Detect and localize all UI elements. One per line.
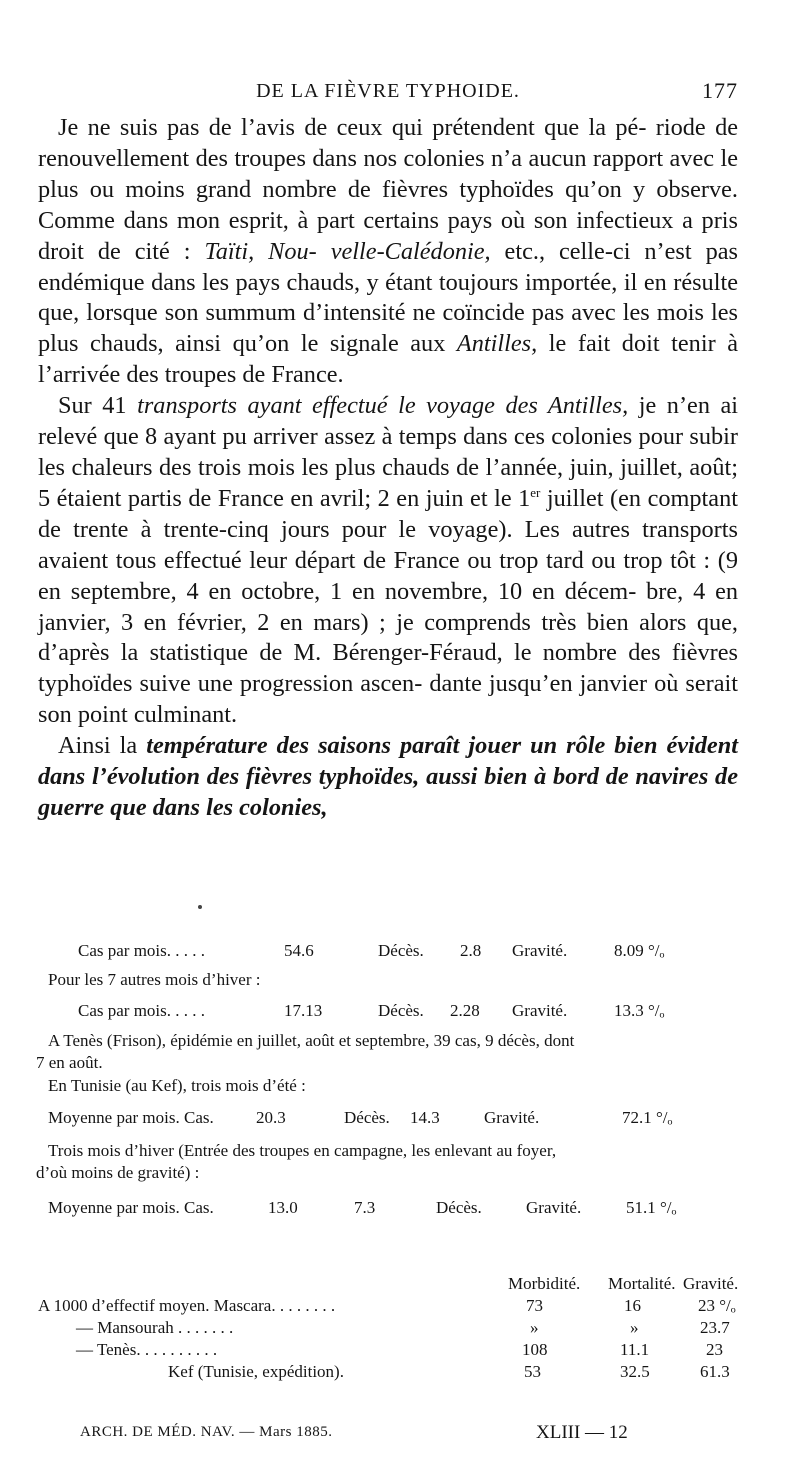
running-header — [38, 80, 738, 110]
body-text — [38, 113, 738, 824]
stray-dot — [198, 905, 202, 909]
stat-winter-line: Trois mois d’hiver (Entrée des troupes en campagne, les enlevant au foyer, — [48, 1141, 557, 1160]
paragraph-2: Sur 41 transports ayant effectué le voyage des Antilles, je n’en ai relevé que 8 ayant pu arriver assez à temps dans ces colonies pour subir les chaleurs des trois mois les plus chauds de l’année, juin, juillet, août; 5 étaient partis de France en avril; 2 en juin et le 1er juillet (en comptant de trente à trente-cinq jours pour le voyage). Les autres transports avaient tous effectué leur départ de France ou trop tard ou trop tôt : (9 en septembre, 4 en octobre, 1 en novembre, 10 en décem- bre, 4 en janvier, 3 en février, 2 en mars) ; je comprends très bien alors que, d’après la statistique de M. Bérenger-Féraud, le nombre des fièvres typhoïdes suive une progression ascen- dante jusqu’en janvier où serait son point culminant. — [38, 392, 739, 729]
footer-signature: XLIII — 12 — [536, 1422, 628, 1443]
morbidity-table: Morbidité. Mortalité. Gravité. A 1000 d’effectif moyen. Mascara. . . . . . . . 73 16 23 °/ₒ — Mansourah . . . . . . . » » 23.7 — Tenès. . . . . . . . . . 108 11.1 23 Kef (Tunisie, expédition). 53 32.5 61.3 — [38, 1274, 739, 1381]
stat-tenes-line: A Tenès (Frison), épidémie en juillet, août et septembre, 39 cas, 9 décès, dont — [48, 1031, 575, 1050]
col-header-gravite: Gravité. — [683, 1274, 739, 1293]
stat-tenes-line-2: 7 en août. — [36, 1053, 103, 1072]
paragraph-1: Je ne suis pas de l’avis de ceux qui prétendent que la pé- riode de renouvellement des troupes dans nos colonies n’a aucun rapport avec le plus ou moins grand nombre de fièvres typhoïdes qu’on y observe. Comme dans mon esprit, à part certains pays où son infectieux a pris droit de cité : Taïti, Nou- velle-Calédonie, etc., celle-ci n’est pas endémique dans les pays chauds, y étant toujours importée, il en résulte que, lorsque son summum d’intensité ne coïncide pas avec les mois les plus chauds, ainsi qu’on le signale aux Antilles, le fait doit tenir à l’arrivée des troupes de France. — [38, 114, 739, 389]
stat-row-1: Cas par mois. . . . . 54.6 Décès. 2.8 Gravité. 8.09 °/ₒ — [78, 941, 665, 960]
table-row-label: — Mansourah . . . . . . . — [76, 1318, 234, 1337]
stat-tunisie-line: En Tunisie (au Kef), trois mois d’été : — [48, 1076, 306, 1095]
table-row-label: — Tenès. . . . . . . . . . — [76, 1340, 218, 1359]
footer-journal: ARCH. DE MÉD. NAV. — Mars 1885. — [80, 1424, 333, 1440]
table-row-label: Kef (Tunisie, expédition). — [168, 1362, 344, 1381]
stat-row-3: Moyenne par mois. Cas. 20.3 Décès. 14.3 Gravité. 72.1 °/ₒ — [48, 1108, 673, 1127]
paragraph-3: Ainsi la température des saisons paraît jouer un rôle bien évident dans l’évolution des fièvres typhoïdes, aussi bien à bord de navires de guerre que dans les colonies, — [38, 732, 738, 821]
col-header-morbidite: Morbidité. — [508, 1274, 581, 1293]
header-title: DE LA FIÈVRE TYPHOIDE. — [256, 80, 520, 102]
page-footer — [38, 1420, 738, 1446]
stat-winter-line-2: d’où moins de gravité) : — [36, 1163, 200, 1182]
page-number: 177 — [702, 78, 738, 103]
stat-row-2: Cas par mois. . . . . 17.13 Décès. 2.28 Gravité. 13.3 °/ₒ — [78, 1001, 665, 1020]
stat-row-4: Moyenne par mois. Cas. 13.0 7.3 Décès. Gravité. 51.1 °/ₒ — [48, 1198, 677, 1217]
col-header-mortalite: Mortalité. — [608, 1274, 676, 1293]
stat-caption-winter: Pour les 7 autres mois d’hiver : — [48, 970, 261, 989]
table-row-label: A 1000 d’effectif moyen. Mascara. . . . . . . . — [38, 1296, 336, 1315]
